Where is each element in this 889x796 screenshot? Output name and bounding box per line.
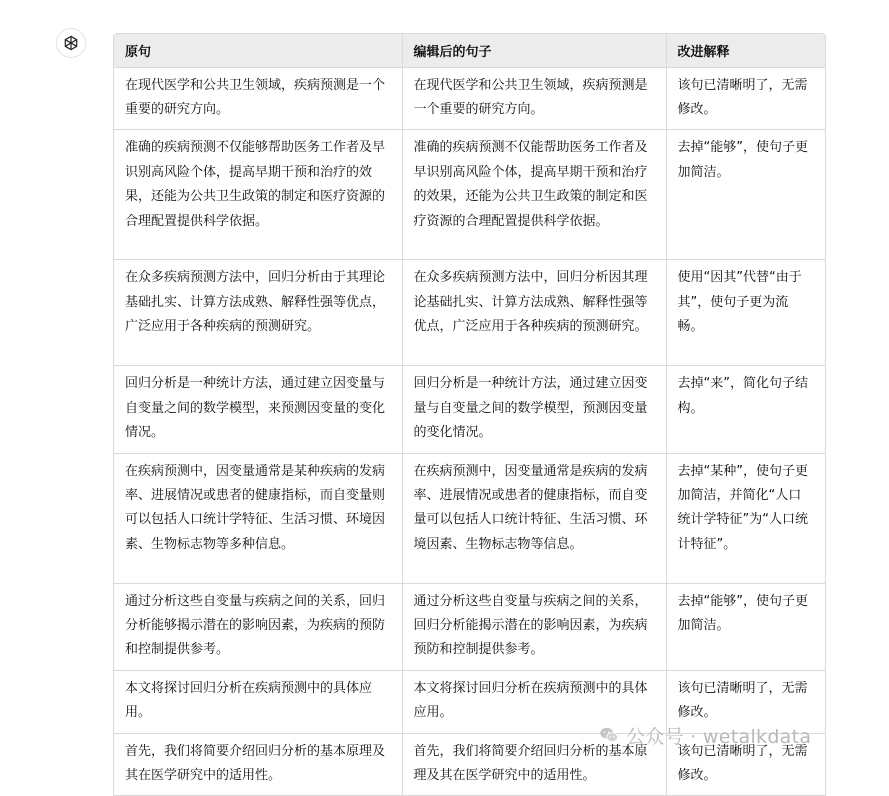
table-row: [114, 130, 825, 260]
explanation-cell: 去掉“来”，简化句子结构。: [666, 366, 825, 453]
watermark: [598, 722, 811, 748]
wechat-icon: [598, 724, 620, 746]
table-header-row: [114, 34, 825, 67]
explanation-cell: 去掉“能够”，使句子更加简洁。: [666, 130, 825, 260]
explanation-cell: 去掉“能够”，使句子更加简洁。: [666, 583, 825, 670]
original-cell: 本文将探讨回归分析在疾病预测中的具体应用。: [114, 670, 402, 733]
table-row: [114, 366, 825, 453]
original-cell: 回归分析是一种统计方法，通过建立因变量与自变量之间的数学模型，来预测因变量的变化情况。: [114, 366, 402, 453]
revision-table: [113, 33, 826, 796]
table-row: [114, 67, 825, 130]
original-cell: 在疾病预测中，因变量通常是某种疾病的发病率、进展情况或患者的健康指标，而自变量则可以包括人口统计学特征、生活习惯、环境因素、生物标志物等多种信息。: [114, 453, 402, 583]
explanation-cell: 使用“因其”代替“由于其”，使句子更为流畅。: [666, 260, 825, 366]
explanation-cell: 去掉“某种”，使句子更加简洁，并简化“人口统计学特征”为“人口统计特征”。: [666, 453, 825, 583]
edited-cell: 首先，我们将简要介绍回归分析的基本原理及其在医学研究中的适用性。: [402, 733, 666, 795]
edited-cell: 在疾病预测中，因变量通常是疾病的发病率、进展情况或患者的健康指标，而自变量可以包括人口统计特征、生活习惯、环境因素、生物标志物等信息。: [402, 453, 666, 583]
original-cell: 准确的疾病预测不仅能够帮助医务工作者及早识别高风险个体，提高早期干预和治疗的效果，还能为公共卫生政策的制定和医疗资源的合理配置提供科学依据。: [114, 130, 402, 260]
edited-cell: 准确的疾病预测不仅能帮助医务工作者及早识别高风险个体，提高早期干预和治疗的效果，还能为公共卫生政策的制定和医疗资源的合理配置提供科学依据。: [402, 130, 666, 260]
explanation-cell: 该句已清晰明了，无需修改。: [666, 67, 825, 130]
original-cell: 在众多疾病预测方法中，回归分析由于其理论基础扎实、计算方法成熟、解释性强等优点，广泛应用于各种疾病的预测研究。: [114, 260, 402, 366]
explanation-cell: 该句已清晰明了，无需修改。: [666, 733, 825, 795]
edited-cell: 在众多疾病预测方法中，回归分析因其理论基础扎实、计算方法成熟、解释性强等优点，广泛应用于各种疾病的预测研究。: [402, 260, 666, 366]
watermark-text: 公众号 · wetalkdata: [626, 725, 812, 748]
table-row: [114, 453, 825, 583]
explanation-cell: 该句已清晰明了，无需修改。: [666, 670, 825, 733]
assistant-avatar: [56, 28, 86, 58]
original-cell: 在现代医学和公共卫生领域，疾病预测是一个重要的研究方向。: [114, 67, 402, 130]
edited-cell: 在现代医学和公共卫生领域，疾病预测是一个重要的研究方向。: [402, 67, 666, 130]
original-cell: 首先，我们将简要介绍回归分析的基本原理及其在医学研究中的适用性。: [114, 733, 402, 795]
header-explanation: 改进解释: [666, 34, 825, 67]
header-edited: 编辑后的句子: [402, 34, 666, 67]
header-original: 原句: [114, 34, 402, 67]
table-row: [114, 260, 825, 366]
table-row: [114, 583, 825, 670]
original-cell: 通过分析这些自变量与疾病之间的关系，回归分析能够揭示潜在的影响因素，为疾病的预防和控制提供参考。: [114, 583, 402, 670]
edited-cell: 通过分析这些自变量与疾病之间的关系，回归分析能揭示潜在的影响因素，为疾病预防和控制提供参考。: [402, 583, 666, 670]
edited-cell: 本文将探讨回归分析在疾病预测中的具体应用。: [402, 670, 666, 733]
edited-cell: 回归分析是一种统计方法，通过建立因变量与自变量之间的数学模型，预测因变量的变化情况。: [402, 366, 666, 453]
openai-logo-icon: [62, 34, 80, 52]
